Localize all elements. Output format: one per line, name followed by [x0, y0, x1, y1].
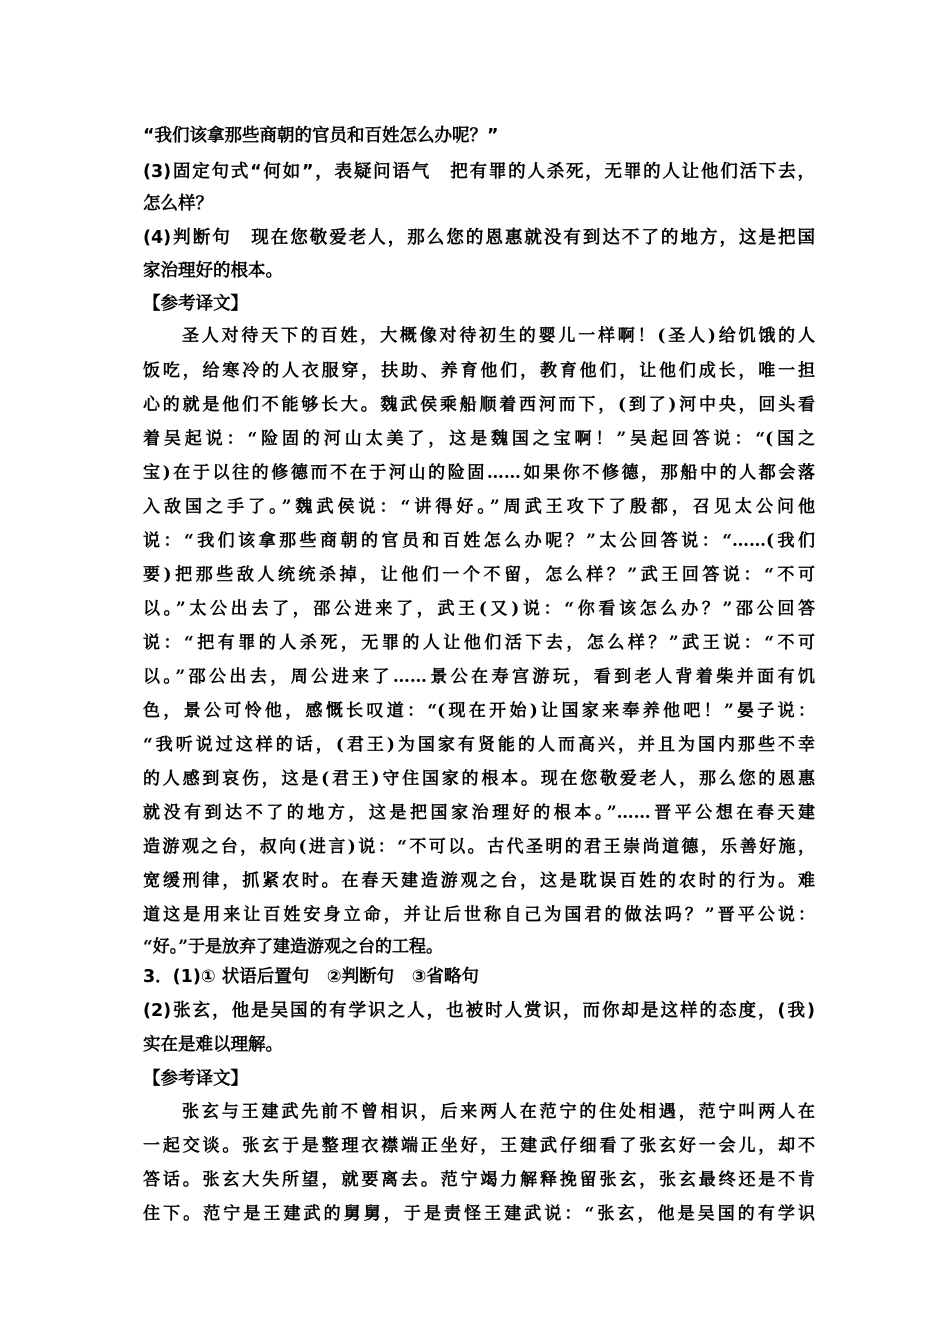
question-3-part-2-line-2: 实在是难以理解。: [143, 1035, 283, 1055]
answer-2-3-line-2: 怎么样？: [143, 194, 213, 214]
translation-1-line: 造游观之台，叔向(进言)说：“不可以。古代圣明的君王崇尚道德，乐善好施，: [143, 837, 815, 857]
translation-2-line: 张玄与王建武先前不曾相识，后来两人在范宁的住处相遇，范宁叫两人在: [182, 1102, 815, 1122]
question-3-part-2-line-1: (2)张玄，他是吴国的有学识之人，也被时人赏识，而你却是这样的态度，(我): [143, 1001, 815, 1021]
translation-2-line: 一起交谈。张玄于是整理衣襟端正坐好，王建武仔细看了张玄好一会儿，却不: [143, 1136, 815, 1156]
translation-1-line: 要)把那些敌人统统杀掉，让他们一个不留，怎么样？”武王回答说：“不可: [143, 565, 815, 585]
answer-2-2-continued: “我们该拿那些商朝的官员和百姓怎么办呢？”: [143, 126, 499, 146]
translation-2-line: 答话。张玄大失所望，就要离去。范宁竭力解释挽留张玄，张玄最终还是不肯: [143, 1170, 815, 1190]
translation-2-heading: 【参考译文】: [143, 1069, 248, 1089]
question-3-part-1: 3．(1)① 状语后置句 ②判断句 ③省略句: [143, 967, 479, 987]
translation-1-line: 道这是用来让百姓安身立命，并让后世称自己为国君的做法吗？”晋平公说：: [143, 905, 815, 925]
translation-1-line: 入敌国之手了。”魏武侯说：“讲得好。”周武王攻下了殷都，召见太公问他: [143, 497, 815, 517]
answer-2-3-line-1: (3)固定句式“何如”，表疑问语气 把有罪的人杀死，无罪的人让他们活下去，: [143, 162, 815, 182]
translation-2-line: 住下。范宁是王建武的舅舅，于是责怪王建武说：“张玄，他是吴国的有学识: [143, 1204, 815, 1224]
translation-1-line: 宝)在于以往的修德而不在于河山的险固……如果你不修德，那船中的人都会落: [143, 463, 815, 483]
translation-1-line: 心的就是他们不能够长大。魏武侯乘船顺着西河而下，(到了)河中央，回头看: [143, 395, 815, 415]
translation-1-line: 以。”邵公出去，周公进来了……景公在寿宫游玩，看到老人背着柴并面有饥: [143, 667, 815, 687]
translation-1-line: 圣人对待天下的百姓，大概像对待初生的婴儿一样啊！(圣人)给饥饿的人: [182, 326, 815, 346]
translation-1-line: 饭吃，给寒冷的人衣服穿，扶助、养育他们，教育他们，让他们成长，唯一担: [143, 361, 815, 381]
translation-1-line-last: “好。”于是放弃了建造游观之台的工程。: [143, 937, 444, 957]
translation-1-line: 说：“我们该拿那些商朝的官员和百姓怎么办呢？”太公回答说：“……(我们: [143, 531, 815, 551]
translation-1-line: “我听说过这样的话，(君王)为国家有贤能的人而高兴，并且为国内那些不幸: [143, 735, 815, 755]
answer-2-4-line-2: 家治理好的根本。: [143, 261, 283, 281]
answer-2-4-line-1: (4)判断句 现在您敬爱老人，那么您的恩惠就没有到达不了的地方，这是把国: [143, 228, 815, 248]
translation-1-line: 说：“把有罪的人杀死，无罪的人让他们活下去，怎么样？”武王说：“不可: [143, 633, 815, 653]
translation-1-line: 就没有到达不了的地方，这是把国家治理好的根本。”……晋平公想在春天建: [143, 803, 815, 823]
translation-1-line: 着吴起说：“险固的河山太美了，这是魏国之宝啊！”吴起回答说：“(国之: [143, 429, 815, 449]
translation-1-line: 以。”太公出去了，邵公进来了，武王(又)说：“你看该怎么办？”邵公回答: [143, 599, 815, 619]
translation-1-line: 色，景公可怜他，感慨长叹道：“(现在开始)让国家来奉养他吧！”晏子说：: [143, 701, 815, 721]
translation-1-line: 的人感到哀伤，这是(君王)守住国家的根本。现在您敬爱老人，那么您的恩惠: [143, 769, 815, 789]
translation-1-heading: 【参考译文】: [143, 294, 248, 314]
translation-1-line: 宽缓刑律，抓紧农时。在春天建造游观之台，这是耽误百姓的农时的行为。难: [143, 871, 815, 891]
